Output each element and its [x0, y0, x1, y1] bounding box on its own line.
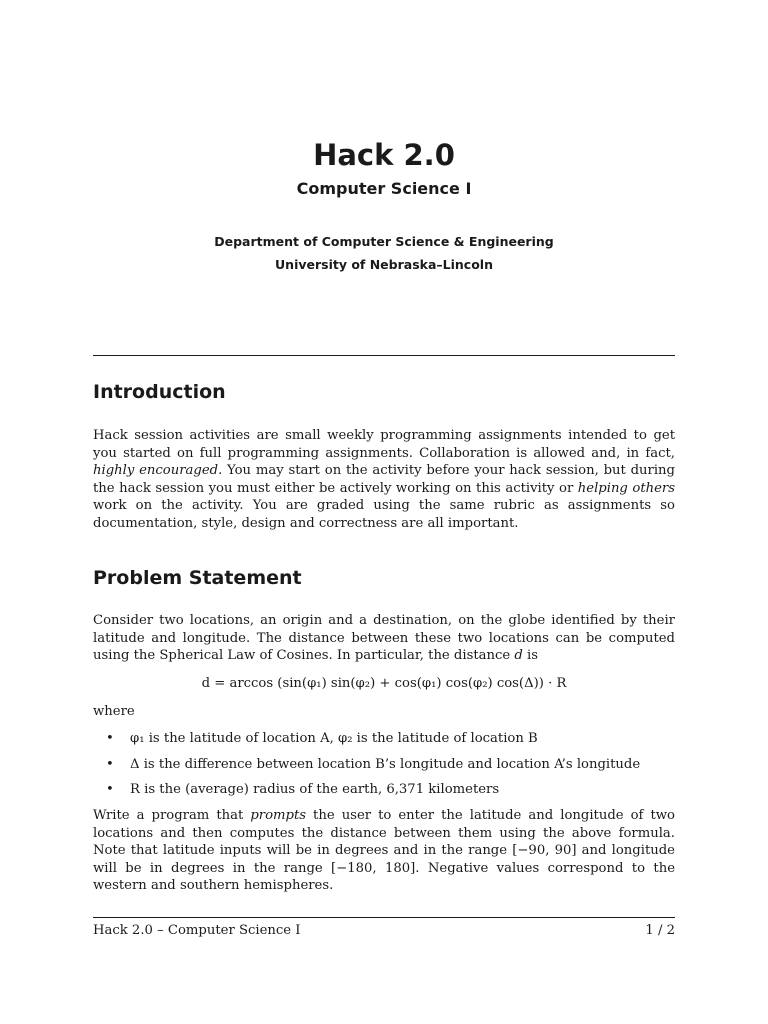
intro-emphasis: highly encouraged [93, 463, 219, 478]
prompts-emphasis: prompts [250, 808, 307, 823]
list-item [103, 755, 640, 781]
intro-text-part: . You may start on the activity before your hack session, but during the hack session you must either be actively working on this activity or [93, 463, 675, 496]
university-name: University of Nebraska–Lincoln [275, 257, 493, 272]
page-number: 1 / 2 [645, 923, 675, 938]
document-page [93, 0, 675, 1024]
requirements-text-part: the user to enter the latitude and longitude of two locations and then computes the distance between them using the above formula. Note that latitude inputs will be in degrees and in the range [−90, 90] and longitude will be in degrees in the range [−180, 180]. Negative values correspond to the western and southern hemispheres. [93, 808, 675, 893]
variable-d: d [514, 648, 523, 663]
list-item-text: Δ is the difference between location B’s longitude and location A’s longitude [130, 756, 641, 772]
department-name: Department of Computer Science & Engineering [214, 234, 554, 249]
requirements-text-part: Write a program that [93, 808, 251, 823]
list-item-text: R is the (average) radius of the earth, 6,371 kilometers [130, 782, 500, 797]
introduction-heading: Introduction [93, 381, 226, 403]
problem-text-part: Consider two locations, an origin and a destination, on the globe identified by their latitude and longitude. The distance between these two locations can be computed using the Spherical Law of Cosines. In particular, the distance [93, 613, 675, 663]
distance-formula: d = arccos (sin(φ₁) sin(φ₂) + cos(φ₁) cos(φ₂) cos(Δ)) · R [201, 676, 567, 691]
intro-text-part: Hack session activities are small weekly programming assignments intended to get you started on full programming assignments. Collaboration is allowed and, in fact, [93, 428, 675, 461]
footer-title: Hack 2.0 – Computer Science I [93, 923, 301, 938]
bullet-icon: • [106, 756, 114, 772]
problem-text-part: is [522, 648, 539, 663]
list-item [103, 729, 640, 755]
bullet-icon: • [106, 731, 114, 746]
variable-definitions-list [103, 729, 640, 806]
introduction-paragraph [93, 427, 675, 532]
where-label: where [93, 704, 135, 719]
problem-statement-heading: Problem Statement [93, 567, 302, 589]
list-item [103, 780, 640, 806]
intro-text-part: work on the activity. You are graded using the same rubric as assignments so documentation, style, design and correctness are all important. [93, 498, 675, 531]
intro-emphasis: helping others [577, 480, 675, 496]
list-item-text: φ₁ is the latitude of location A, φ₂ is the latitude of location B [130, 731, 538, 746]
program-requirements-paragraph [93, 807, 675, 895]
header-divider [93, 355, 675, 356]
document-subtitle: Computer Science I [296, 179, 472, 198]
document-title: Hack 2.0 [313, 138, 455, 172]
footer-divider [93, 917, 675, 918]
bullet-icon: • [106, 782, 114, 797]
problem-paragraph [93, 612, 675, 665]
